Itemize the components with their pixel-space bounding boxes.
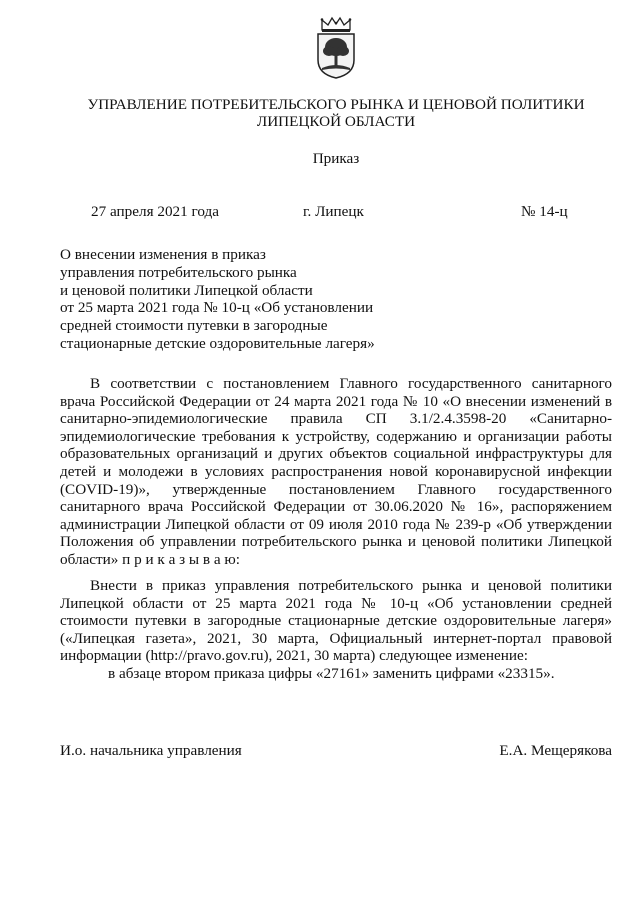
- paragraph-line: области» п р и к а з ы в а ю:: [60, 550, 240, 568]
- coat-of-arms-icon: [313, 16, 359, 80]
- paragraph-line: Внести в приказ управления потребительского рынка и ценовой политики: [90, 577, 612, 594]
- paragraph-line: (COVID-19)», утвержденные постановлением Главного государственного: [60, 480, 612, 498]
- signature-name: Е.А. Мещерякова: [499, 742, 612, 759]
- title-line: управления потребительского рынка: [60, 263, 297, 281]
- title-line: стационарные детские оздоровительные лагеря»: [60, 334, 375, 352]
- document-type: Приказ: [312, 150, 360, 167]
- title-line: и ценовой политики Липецкой области: [60, 281, 313, 299]
- paragraph-line: эпидемиологические требования к устройству, содержанию и организации работы: [60, 427, 612, 445]
- paragraph-line: Положения об управлении потребительского рынка и ценовой политики Липецкой: [60, 533, 612, 551]
- title-line: от 25 марта 2021 года № 10-ц «Об установлении: [60, 299, 374, 317]
- organization-name: [60, 96, 612, 130]
- document-title: [60, 246, 375, 353]
- organization-name-line-1: УПРАВЛЕНИЕ ПОТРЕБИТЕЛЬСКОГО РЫНКА И ЦЕНОВОЙ ПОЛИТИКИ: [87, 96, 585, 113]
- document-date: 27 апреля 2021 года: [91, 203, 219, 220]
- paragraph-line: врача Российской Федерации от 24 марта 2021 года № 10 «О внесении изменений в: [60, 392, 612, 410]
- paragraph-line: образовательных организаций и других объектов социальной инфраструктуры для: [60, 445, 612, 463]
- paragraph-line: Липецкой области от 25 марта 2021 года № 10-ц «Об установлении средней: [60, 594, 612, 612]
- paragraph-line: детей и молодежи в условиях распространения новой коронавирусной инфекции: [60, 462, 612, 480]
- paragraph-line: информации (http://pravo.gov.ru), 2021, 30 марта) следующее изменение:: [60, 647, 528, 665]
- preamble-paragraph: [60, 375, 612, 569]
- document-place: г. Липецк: [303, 203, 364, 220]
- paragraph-line: в абзаце втором приказа цифры «27161» заменить цифрами «23315».: [108, 664, 555, 682]
- title-line: О внесении изменения в приказ: [60, 246, 266, 263]
- paragraph-line: администрации Липецкой области от 09 июля 2010 года № 239-р «Об утверждении: [60, 515, 612, 533]
- paragraph-line: стоимости путевки в загородные стационарные детские оздоровительные лагеря»: [60, 612, 612, 630]
- signature-position: И.о. начальника управления: [60, 742, 242, 759]
- title-line: средней стоимости путевки в загородные: [60, 317, 328, 335]
- paragraph-line: («Липецкая газета», 2021, 30 марта, Официальный интернет-портал правовой: [60, 629, 612, 647]
- paragraph-line: санитарного врача Российской Федерации от 30.06.2020 № 16», распоряжением: [60, 498, 612, 516]
- paragraph-line: В соответствии с постановлением Главного государственного санитарного: [90, 375, 612, 392]
- document-number: № 14-ц: [521, 203, 568, 220]
- organization-name-line-2: ЛИПЕЦКОЙ ОБЛАСТИ: [256, 113, 416, 130]
- order-paragraph: [60, 577, 612, 683]
- paragraph-line: санитарно-эпидемиологические правила СП 3.1/2.4.3598-20 «Санитарно-: [60, 410, 612, 428]
